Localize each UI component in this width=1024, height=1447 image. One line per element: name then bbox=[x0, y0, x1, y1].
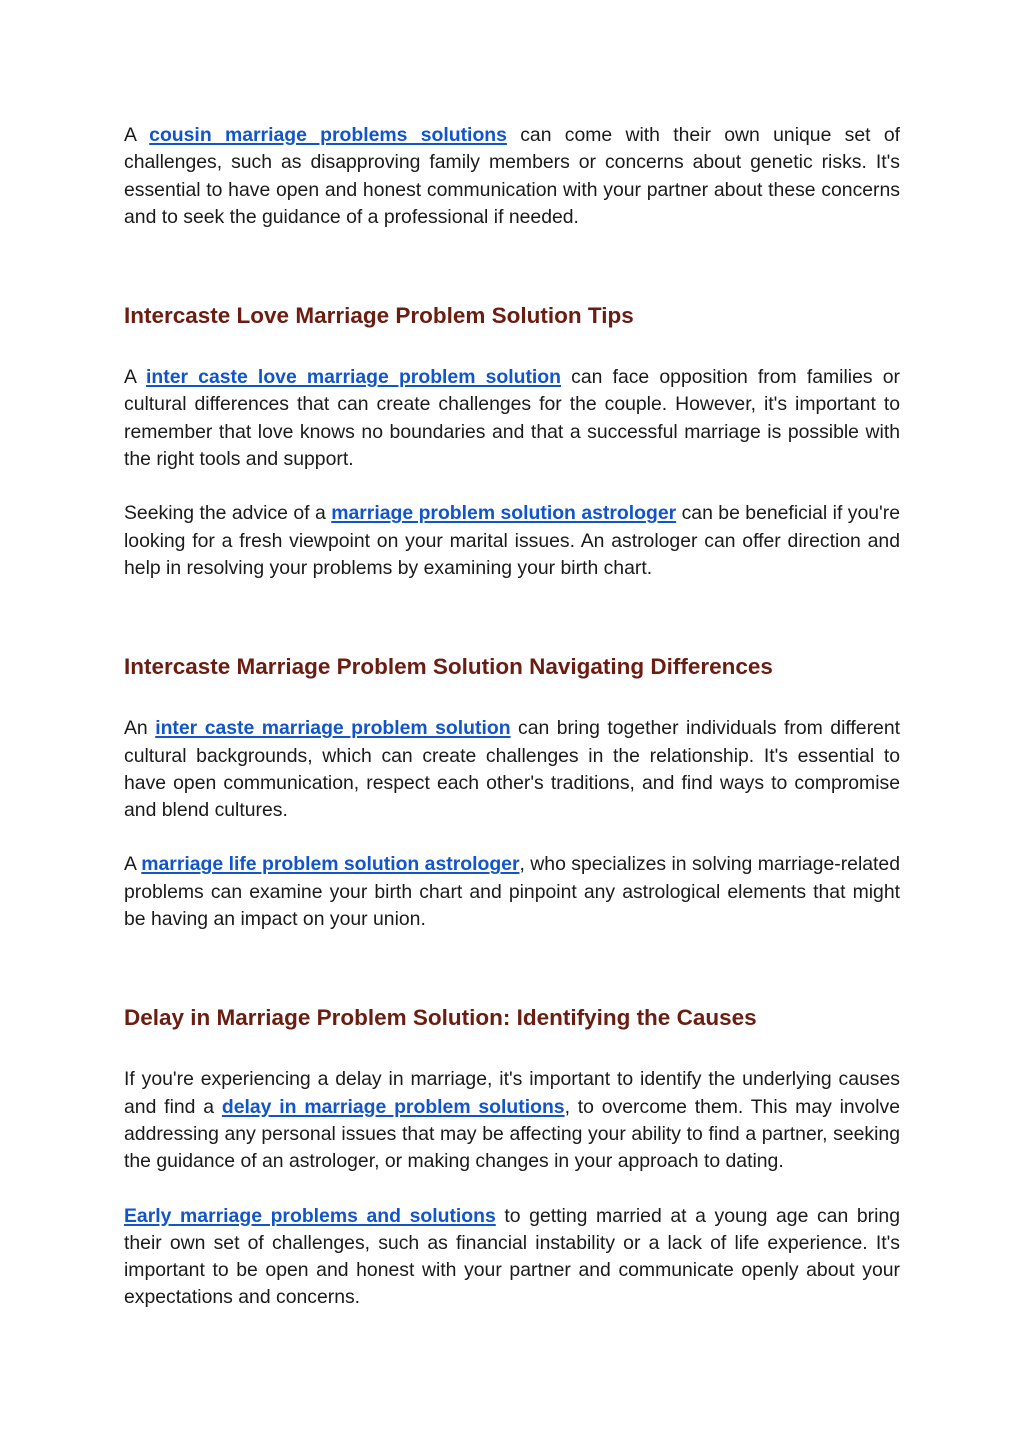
paragraph-text-before: A bbox=[124, 366, 147, 389]
paragraph-astrologer-advice bbox=[124, 500, 900, 582]
intro-paragraph bbox=[124, 122, 900, 231]
paragraph-marriage-life-astrologer bbox=[124, 851, 900, 933]
early-marriage-link[interactable]: Early marriage problems and solutions bbox=[124, 1204, 496, 1227]
section-heading-delay-in-marriage: Delay in Marriage Problem Solution: Identifying the Causes bbox=[124, 1005, 757, 1031]
delay-in-marriage-link[interactable]: delay in marriage problem solutions bbox=[221, 1095, 565, 1118]
paragraph-text-before: If you're experiencing a delay in marriage, it's important to identify the underlying causes and find a bbox=[124, 1068, 900, 1118]
intro-text-after: can come with their own unique set of challenges, such as disapproving family members or concerns about genetic risks. It's essential to have open and honest communication with your partner about these concerns and to seek the guidance of a professional if needed. bbox=[124, 124, 900, 228]
paragraph-text-before: An bbox=[124, 717, 156, 740]
section-heading-intercaste-differences: Intercaste Marriage Problem Solution Navigating Differences bbox=[124, 654, 773, 680]
paragraph-text-before: A bbox=[124, 853, 142, 876]
intro-text-before: A bbox=[124, 124, 150, 146]
paragraph-text-after: can face opposition from families or cultural differences that can create challenges for the couple. However, it's important to remember that love knows no boundaries and that a successful marriage is possible with the right tools and support. bbox=[124, 366, 900, 471]
inter-caste-marriage-link[interactable]: inter caste marriage problem solution bbox=[155, 717, 511, 740]
marriage-life-astrologer-link[interactable]: marriage life problem solution astrologer bbox=[141, 853, 520, 876]
paragraph-text-before: Seeking the advice of a bbox=[124, 502, 332, 525]
inter-caste-love-marriage-link[interactable]: inter caste love marriage problem solution bbox=[146, 366, 561, 389]
paragraph-intercaste-love bbox=[124, 364, 900, 473]
marriage-problem-astrologer-link[interactable]: marriage problem solution astrologer bbox=[331, 502, 677, 525]
paragraph-text-after: can bring together individuals from different cultural backgrounds, which can create challenges in the relationship. It's essential to have open communication, respect each other's traditions, and find ways to compromise and blend cultures. bbox=[124, 717, 900, 822]
paragraph-text-after: can be beneficial if you're looking for a fresh viewpoint on your marital issues. An astrologer can offer direction and help in resolving your problems by examining your birth chart. bbox=[124, 502, 900, 579]
section-heading-intercaste-love: Intercaste Love Marriage Problem Solution Tips bbox=[124, 303, 634, 329]
paragraph-text-after: , to overcome them. This may involve addressing any personal issues that may be affecting your ability to find a partner, seeking the guidance of an astrologer, or making changes in your approach to dating. bbox=[124, 1095, 900, 1173]
document-page bbox=[124, 122, 900, 1312]
paragraph-text-after: , who specializes in solving marriage-related problems can examine your birth chart and pinpoint any astrological elements that might be having an impact on your union. bbox=[124, 853, 900, 931]
paragraph-text-after: to getting married at a young age can bring their own set of challenges, such as financial instability or a lack of life experience. It's important to be open and honest with your partner and communicate openly about your expectations and concerns. bbox=[124, 1204, 900, 1309]
paragraph-early-marriage bbox=[124, 1203, 900, 1312]
cousin-marriage-link[interactable]: cousin marriage problems solutions bbox=[149, 124, 507, 146]
paragraph-intercaste-marriage bbox=[124, 715, 900, 824]
paragraph-delay-in-marriage bbox=[124, 1066, 900, 1175]
